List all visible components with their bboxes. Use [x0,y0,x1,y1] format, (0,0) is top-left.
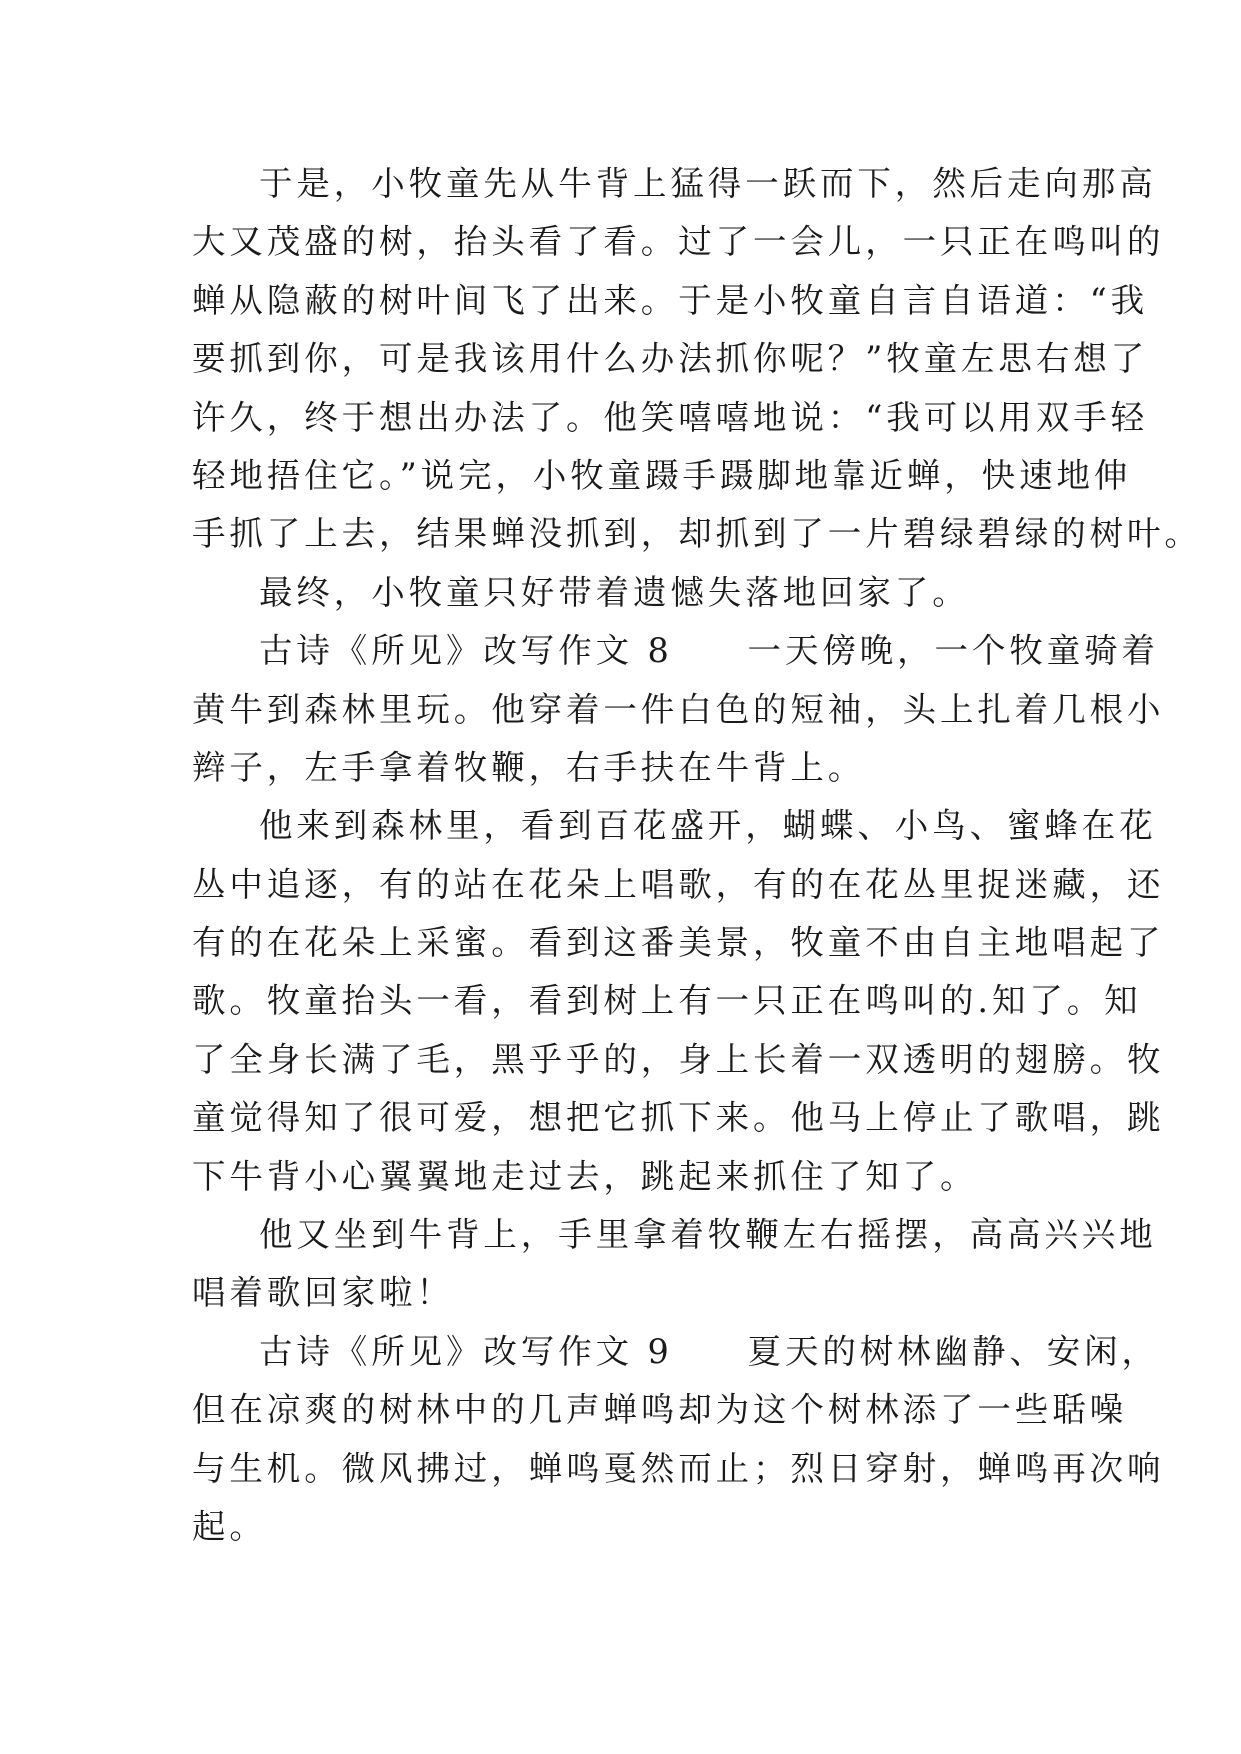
document-body [192,155,1202,1556]
text-line: 要抓到你，可是我该用什么办法抓你呢？”牧童左思右想了 [192,339,1149,379]
text-line: 他又坐到牛背上，手里拿着牧鞭左右摇摆，高高兴兴地 [259,1215,1157,1255]
text-line: 手抓了上去，结果蝉没抓到，却抓到了一片碧绿碧绿的树叶。 [192,514,1202,554]
text-line: 唱着歌回家啦！ [192,1273,454,1313]
text-line: 起。 [192,1506,267,1546]
text-line: 童觉得知了很可爱，想把它抓下来。他马上停止了歌唱，跳 [192,1098,1165,1138]
text-line: 他来到森林里，看到百花盛开，蝴蝶、小鸟、蜜蜂在花 [259,806,1157,846]
text-line: 古诗《所见》改写作文 9 夏天的树林幽静、安闲， [259,1331,1159,1371]
text-line: 辫子，左手拿着牧鞭，右手扶在牛背上。 [192,747,866,787]
text-line: 蝉从隐蔽的树叶间飞了出来。于是小牧童自言自语道：“我 [192,280,1149,320]
text-line: 于是，小牧童先从牛背上猛得一跃而下，然后走向那高 [259,164,1157,203]
text-line: 歌。牧童抬头一看，看到树上有一只正在鸣叫的.知了。知 [192,981,1142,1021]
text-line: 与生机。微风拂过，蝉鸣戛然而止；烈日穿射，蝉鸣再次响 [192,1448,1165,1488]
text-line: 许久，终于想出办法了。他笑嘻嘻地说：“我可以用双手轻 [192,397,1149,437]
text-line: 最终，小牧童只好带着遗憾失落地回家了。 [259,572,970,612]
text-line: 了全身长满了毛，黑乎乎的，身上长着一双透明的翅膀。牧 [192,1039,1165,1079]
text-line: 丛中追逐，有的站在花朵上唱歌，有的在花丛里捉迷藏，还 [192,864,1165,904]
text-line: 大又茂盛的树，抬头看了看。过了一会儿，一只正在鸣叫的 [192,222,1165,262]
text-line: 下牛背小心翼翼地走过去，跳起来抓住了知了。 [192,1156,978,1196]
text-line: 黄牛到森林里玩。他穿着一件白色的短袖，头上扎着几根小 [192,689,1165,729]
text-line: 轻地捂住它。”说完，小牧童蹑手蹑脚地靠近蝉，快速地伸 [192,455,1132,495]
text-line: 有的在花朵上采蜜。看到这番美景，牧童不由自主地唱起了 [192,923,1165,963]
text-line: 但在凉爽的树林中的几声蝉鸣却为这个树林添了一些聒噪 [192,1390,1127,1430]
text-line: 古诗《所见》改写作文 8 一天傍晚，一个牧童骑着 [259,631,1159,671]
